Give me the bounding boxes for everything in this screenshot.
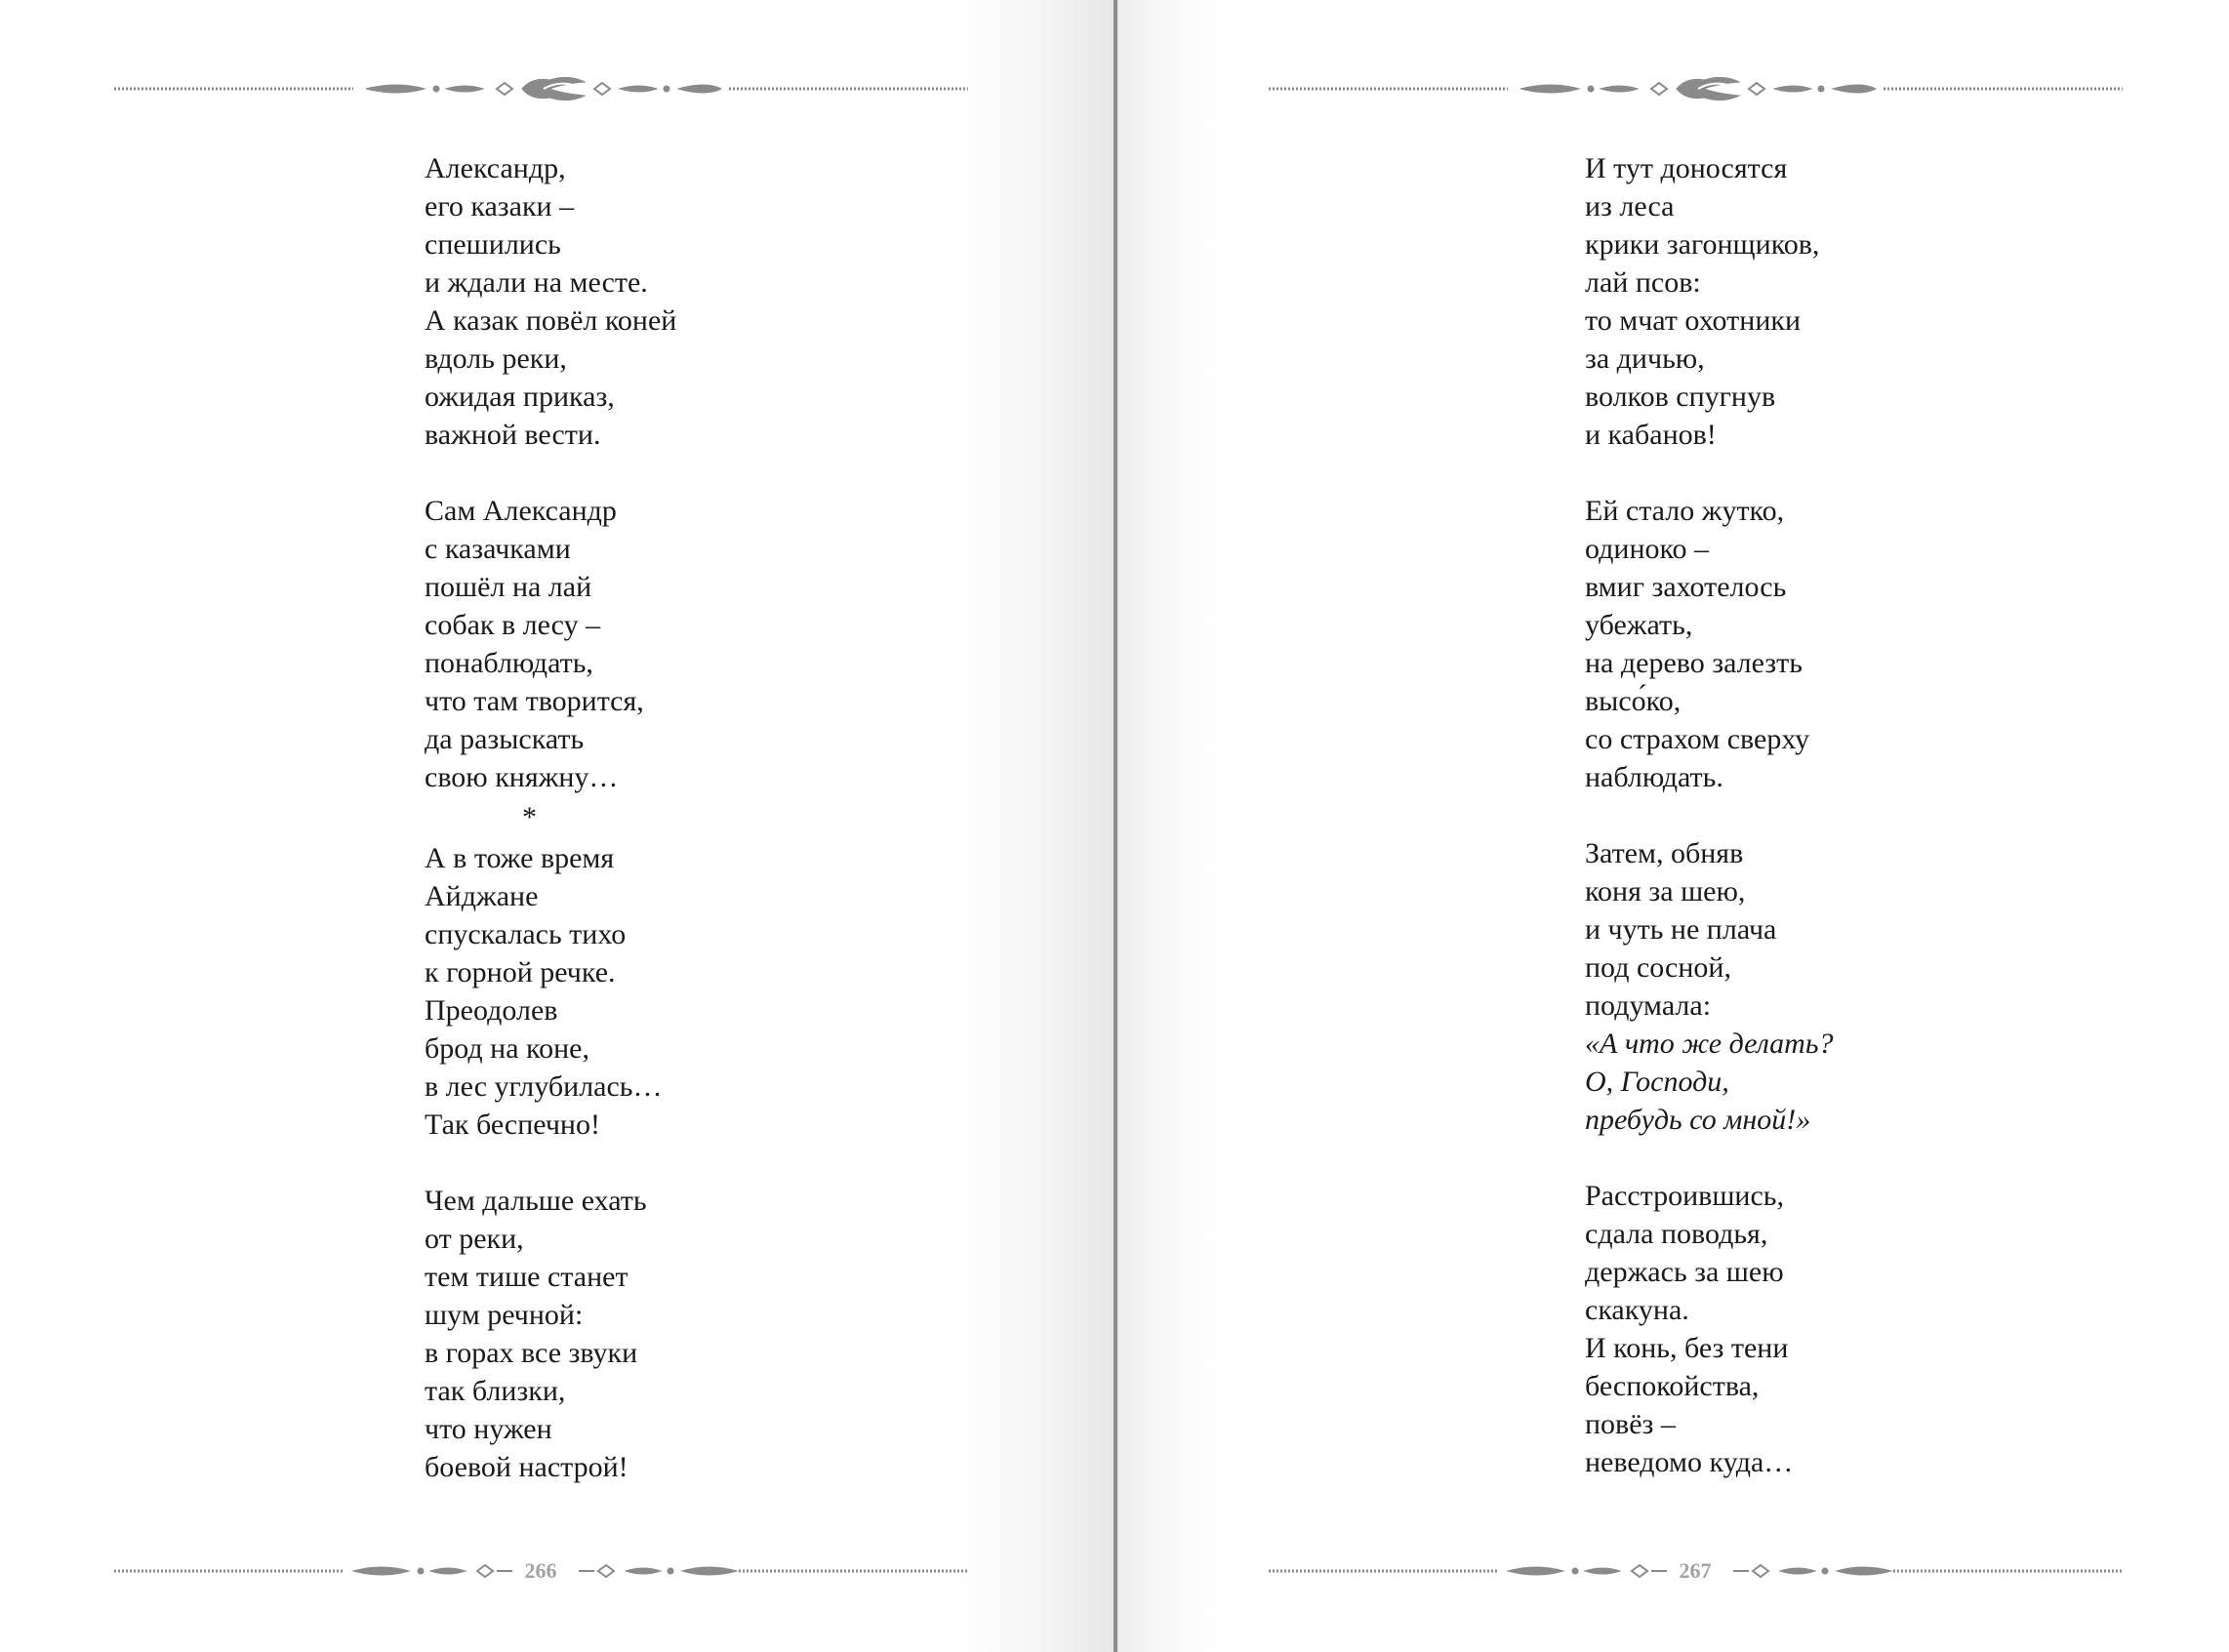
poem-line: Чем дальше ехать	[425, 1185, 647, 1217]
poem-line: спешились	[425, 228, 561, 261]
poem-line: из леса	[1585, 190, 1675, 222]
poem-line: понаблюдать,	[425, 647, 593, 679]
quote-line: О, Господи,	[1585, 1066, 1729, 1098]
poem-line: с казачками	[425, 533, 571, 565]
poem-line: повёз –	[1585, 1408, 1676, 1440]
poem-line: так близки,	[425, 1375, 566, 1407]
stanza	[1585, 1177, 1834, 1481]
stanza	[425, 149, 676, 454]
page-number: 266	[524, 1558, 557, 1583]
header-ornament-left	[114, 74, 968, 103]
poem-line: и кабанов!	[1585, 419, 1717, 451]
stanza-gap	[1585, 1139, 1834, 1177]
poem-line: боевой настрой!	[425, 1451, 628, 1483]
stanza-gap	[425, 454, 676, 492]
stanza-gap	[425, 1144, 676, 1182]
poem-line: Затем, обняв	[1585, 837, 1744, 869]
poem-line: важной вести.	[425, 419, 601, 451]
poem-line: коня за шею,	[1585, 875, 1746, 907]
poem-line: волков спугнув	[1585, 381, 1776, 413]
page-number: 267	[1679, 1558, 1712, 1583]
quote-line: пребудь со мной!»	[1585, 1104, 1811, 1136]
poem-line: сдала поводья,	[1585, 1218, 1768, 1250]
left-page	[0, 0, 1114, 1652]
poem-line: скакуна.	[1585, 1294, 1689, 1326]
poem-line: под сосной,	[1585, 951, 1731, 984]
poem-line: Ей стало жутко,	[1585, 495, 1785, 527]
poem-line: тем тише станет	[425, 1261, 628, 1293]
poem-line: И конь, без тени	[1585, 1332, 1789, 1364]
book-gutter	[1114, 0, 1117, 1652]
poem-line: шум речной:	[425, 1299, 584, 1331]
poem-line: со страхом сверху	[1585, 723, 1810, 755]
poem-line: неведомо куда…	[1585, 1446, 1794, 1478]
poem-line: высо́ко,	[1585, 685, 1682, 717]
stanza	[425, 839, 676, 1144]
poem-line: лай псов:	[1585, 266, 1701, 299]
poem-line: спускалась тихо	[425, 918, 627, 950]
poem-line: Преодолев	[425, 994, 558, 1027]
poem-line: пошёл на лай	[425, 571, 592, 603]
section-mark: *	[522, 801, 537, 833]
poem-line: вмиг захотелось	[1585, 571, 1787, 603]
stanza	[1585, 492, 1834, 796]
poem-line: собак в лесу –	[425, 609, 601, 641]
poem-line: его казаки –	[425, 190, 575, 222]
poem-line: Сам Александр	[425, 495, 617, 527]
header-ornament-right	[1269, 74, 2123, 103]
poem-line: крики загонщиков,	[1585, 228, 1820, 261]
poem-line: подумала:	[1585, 989, 1712, 1022]
poem-line: Расстроившись,	[1585, 1180, 1784, 1212]
poem-line: то мчат охотники	[1585, 304, 1802, 337]
poem-line: держась за шею	[1585, 1256, 1784, 1288]
poem-line: Айджане	[425, 880, 539, 912]
poem-line: да разыскать	[425, 723, 585, 755]
poem-line: вдоль реки,	[425, 342, 567, 375]
quote-line: «А что же делать?	[1585, 1027, 1834, 1060]
poem-line: А казак повёл коней	[425, 304, 677, 337]
poem-line: ожидая приказ,	[425, 381, 615, 413]
poem-line: что нужен	[425, 1413, 552, 1445]
poem-line: что там творится,	[425, 685, 644, 717]
poem-line: одиноко –	[1585, 533, 1710, 565]
stanza	[1585, 834, 1834, 1139]
poem-line: И тут доносятся	[1585, 152, 1788, 184]
poem-line: за дичью,	[1585, 342, 1705, 375]
poem-line: Так беспечно!	[425, 1108, 600, 1141]
stanza-gap	[1585, 796, 1834, 834]
poem-line: наблюдать.	[1585, 761, 1723, 793]
stanza	[1585, 149, 1834, 454]
poem-line: беспокойства,	[1585, 1370, 1760, 1402]
poem-line: в горах все звуки	[425, 1337, 638, 1369]
poem-line: и чуть не плача	[1585, 913, 1777, 946]
right-poem	[1585, 149, 1834, 1481]
poem-line: убежать,	[1585, 609, 1693, 641]
left-poem	[425, 149, 676, 1486]
poem-line: к горной речке.	[425, 956, 616, 988]
poem-line: Александр,	[425, 152, 566, 184]
poem-line: брод на коне,	[425, 1032, 589, 1065]
stanza	[425, 492, 676, 796]
poem-line: А в тоже время	[425, 842, 615, 874]
poem-line: в лес углубилась…	[425, 1070, 663, 1103]
right-page	[1114, 0, 2229, 1652]
stanza-gap	[1585, 454, 1834, 492]
poem-line: и ждали на месте.	[425, 266, 648, 299]
poem-line: свою княжну…	[425, 761, 619, 793]
poem-line: на дерево залезть	[1585, 647, 1803, 679]
poem-line: от реки,	[425, 1223, 524, 1255]
stanza	[425, 1182, 676, 1486]
